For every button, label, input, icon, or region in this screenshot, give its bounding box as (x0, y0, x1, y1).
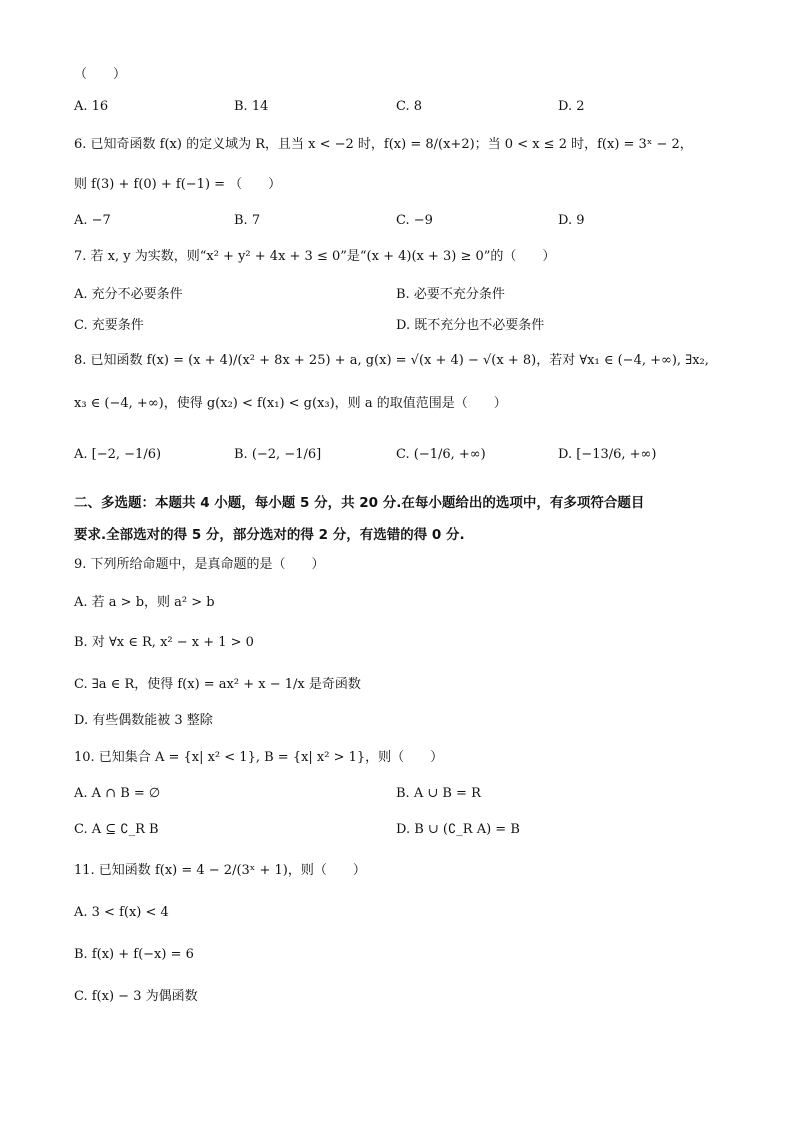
q6-stem-line2: 则 f(3) + f(0) + f(−1) = （ ） (74, 177, 282, 192)
q9-option-c: C. ∃a ∈ R，使得 f(x) = ax² + x − 1/x 是奇函数 (74, 677, 361, 692)
q11-option-a: A. 3 < f(x) < 4 (74, 905, 169, 920)
q10-option-a: A. A ∩ B = ∅ (74, 786, 161, 801)
q6-option-d: D. 9 (558, 213, 585, 228)
q8-option-d: D. [−13/6, +∞) (558, 447, 657, 462)
q7-option-c: C. 充要条件 (74, 318, 144, 333)
q7-option-d: D. 既不充分也不必要条件 (396, 318, 545, 333)
q7-option-b: B. 必要不充分条件 (396, 287, 505, 302)
q9-option-a: A. 若 a > b，则 a² > b (74, 595, 215, 610)
q10-option-c: C. A ⊆ ∁_R B (74, 822, 159, 837)
q8-option-a: A. [−2, −1/6) (74, 447, 162, 462)
answer-bracket: （ ） (74, 67, 127, 82)
q6-stem-line1: 6. 已知奇函数 f(x) 的定义域为 R，且当 x < −2 时，f(x) = 8/(x+2)；当 0 < x ≤ 2 时，f(x) = 3ˣ − 2， (74, 137, 693, 152)
q6-option-c: C. −9 (396, 213, 433, 228)
q9-stem: 9. 下列所给命题中，是真命题的是（ ） (74, 557, 325, 572)
q5-option-a: A. 16 (74, 99, 109, 114)
q5-option-b: B. 14 (234, 99, 269, 114)
q10-option-b: B. A ∪ B = R (396, 786, 481, 801)
q6-option-b: B. 7 (234, 213, 261, 228)
q5-option-d: D. 2 (558, 99, 585, 114)
q11-option-c: C. f(x) − 3 为偶函数 (74, 989, 198, 1004)
q5-option-c: C. 8 (396, 99, 423, 114)
q8-option-c: C. (−1/6, +∞) (396, 447, 486, 462)
q10-stem: 10. 已知集合 A = {x| x² < 1}, B = {x| x² > 1}，则（ ） (74, 750, 444, 765)
q9-option-d: D. 有些偶数能被 3 整除 (74, 713, 213, 728)
q6-option-a: A. −7 (74, 213, 111, 228)
q8-option-b: B. (−2, −1/6] (234, 447, 322, 462)
q8-stem-line1: 8. 已知函数 f(x) = (x + 4)/(x² + 8x + 25) + a, g(x) = √(x + 4) − √(x + 8)，若对 ∀x₁ ∈ (−4, +∞), ∃x₂, (74, 353, 709, 368)
q7-option-a: A. 充分不必要条件 (74, 287, 183, 302)
q7-stem: 7. 若 x, y 为实数，则“x² + y² + 4x + 3 ≤ 0”是“(x + 4)(x + 3) ≥ 0”的（ ） (74, 249, 556, 264)
q11-stem: 11. 已知函数 f(x) = 4 − 2/(3ˣ + 1)，则（ ） (74, 863, 366, 878)
q11-option-b: B. f(x) + f(−x) = 6 (74, 947, 194, 962)
q8-stem-line2: x₃ ∈ (−4, +∞)，使得 g(x₂) < f(x₁) < g(x₃)，则 a 的取值范围是（ ） (74, 396, 507, 411)
q9-option-b: B. 对 ∀x ∈ R, x² − x + 1 > 0 (74, 635, 254, 650)
section-2-heading-line2: 要求.全部选对的得 5 分，部分选对的得 2 分，有选错的得 0 分. (74, 527, 465, 543)
section-2-heading-line1: 二、多选题：本题共 4 小题，每小题 5 分，共 20 分.在每小题给出的选项中，有多项符合题目 (74, 495, 645, 511)
q10-option-d: D. B ∪ (∁_R A) = B (396, 822, 520, 837)
